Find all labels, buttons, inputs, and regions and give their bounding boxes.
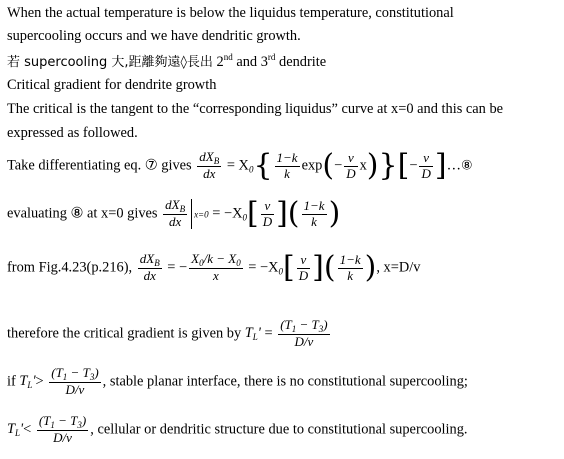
paragraph-line: supercooling occurs and we have dendritic growth. <box>7 28 301 44</box>
condition-dendritic: $T_L'<$ $\frac{(T_1 - T_3)}{D/v}$ , cellular or dendritic structure due to constitutional supercooling. <box>7 413 468 446</box>
equation-evaluated: evaluating ⑧ at x=0 gives $\frac{dX_B}{dx}$ $x=0 = -X_0$[ $\frac{v}{D}$ ]( $\frac{1-k}{k}$ ) <box>7 196 341 232</box>
paragraph-line: expressed as followed. <box>7 125 138 141</box>
cjk-text: 若 supercooling 大,距離夠遠◊長出 <box>7 55 213 70</box>
critical-gradient: therefore the critical gradient is given by $T_L'$ = $\frac{(T_1 - T_3)}{D/v}$ <box>7 317 328 350</box>
equation-8: Take differentiating eq. ⑦ gives $\frac{dX_B}{dx}$ = $X_0${ $\frac{1-k}{k}$ exp(− $\frac{v}{D}$ x)}[− $\frac{v}{D}$ ]…⑧ <box>7 148 473 184</box>
section-heading: Critical gradient for dendrite growth <box>7 77 217 93</box>
paragraph-line: When the actual temperature is below the liquidus temperature, constitutional <box>7 5 454 21</box>
paragraph-line: The critical is the tangent to the “corresponding liquidus” curve at x=0 and this can be <box>7 101 504 117</box>
paragraph-line: 若 supercooling 大,距離夠遠◊長出 2nd and 3rd dendrite <box>7 52 327 70</box>
equation-fig: from Fig.4.23(p.216), $\frac{dX_B}{dx}$ = − $\frac{X_0/k - X_0}{x}$ = $-X_0$[ $\frac{v}{D}$ ]( $\frac{1-k}{k}$ ), x=D/v <box>7 250 421 286</box>
condition-stable: if $T_L'>$ $\frac{(T_1 - T_3)}{D/v}$ , stable planar interface, there is no constitutional supercooling; <box>7 365 468 398</box>
